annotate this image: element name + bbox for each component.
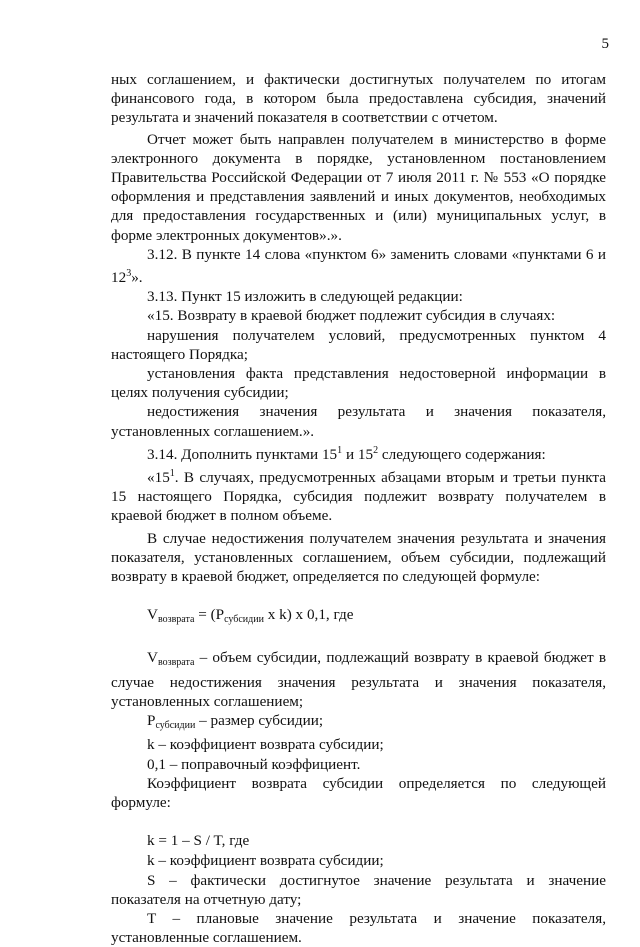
document-body — [111, 70, 606, 947]
paragraph-false-info: установления факта представления недостоверной информации в целях получения субсидии; — [111, 365, 606, 402]
definition-k-2: k – коэффициент возврата субсидии; — [147, 852, 384, 870]
paragraph-3-13: 3.13. Пункт 15 изложить в следующей редакции: — [147, 288, 463, 306]
paragraph-coefficient-intro: Коэффициент возврата субсидии определяется по следующей формуле: — [111, 774, 606, 811]
definition-t: T – плановые значение результата и значение показателя, установленные соглашением. — [111, 909, 606, 947]
formula-refund-volume: $V_{возврата} = (P_{субсидии}$ x k) x 0,1, где — [147, 606, 354, 626]
definition-k: k – коэффициент возврата субсидии; — [147, 736, 384, 754]
definition-p-subsidy: $P_{субсидии}$ – размер субсидии; — [147, 712, 324, 732]
paragraph-formula-intro: В случае недостижения получателем значения результата и значения показателя, установленных соглашением, объем субсидии, подлежащий возврату в краевой бюджет, определяется по следующей формуле: — [111, 529, 606, 586]
paragraph-report-submission: Отчет может быть направлен получателем в министерство в форме электронного документа в порядке, установленном постановлением Правительства Российской Федерации от 7 июля 2011 г. № 553 «О порядке оформления и представления заявлений и иных документов, необходимых для предоставления государственных и (или) муниципальных услуг, в форме электронных документов».». — [111, 130, 606, 244]
paragraph-violation: нарушения получателем условий, предусмотренных пунктом 4 настоящего Порядка; — [111, 326, 606, 363]
paragraph-non-achievement: недостижения значения результата и значения показателя, установленных соглашением.». — [111, 403, 606, 440]
paragraph-3-14: 3.14. Дополнить пунктами $15^1$ и $15^2$ следующего содержания: — [147, 444, 546, 463]
page-number: 5 — [601, 36, 609, 52]
definition-v-refund: $V_{возврата}$ – объем субсидии, подлежащий возврату в краевой бюджет в случае недостижения значения результата и значения показателя, установленных соглашением; — [111, 649, 606, 710]
definition-s: S – фактически достигнутое значение результата и значение показателя на отчетную дату; — [111, 871, 606, 908]
paragraph-item-15: «15. Возврату в краевой бюджет подлежит субсидия в случаях: — [147, 307, 556, 325]
paragraph-continuation: ных соглашением, и фактически достигнутых получателем по итогам финансового года, в котором была предоставлена субсидия, значений результата и значений показателя в соответствии с отчетом. — [111, 71, 606, 127]
paragraph-item-15-1: «$15^1$. В случаях, предусмотренных абзацами вторым и третьи пункта 15 настоящего Порядка, субсидия подлежит возврату получателем в краевой бюджет в полном объеме. — [111, 468, 606, 525]
paragraph-3-12: 3.12. В пункте 14 слова «пунктом 6» заменить словами «пунктами 6 и $12^3$». — [111, 245, 606, 287]
formula-coefficient: k = 1 – S / T, где — [147, 832, 250, 850]
definition-correction: 0,1 – поправочный коэффициент. — [147, 755, 361, 773]
